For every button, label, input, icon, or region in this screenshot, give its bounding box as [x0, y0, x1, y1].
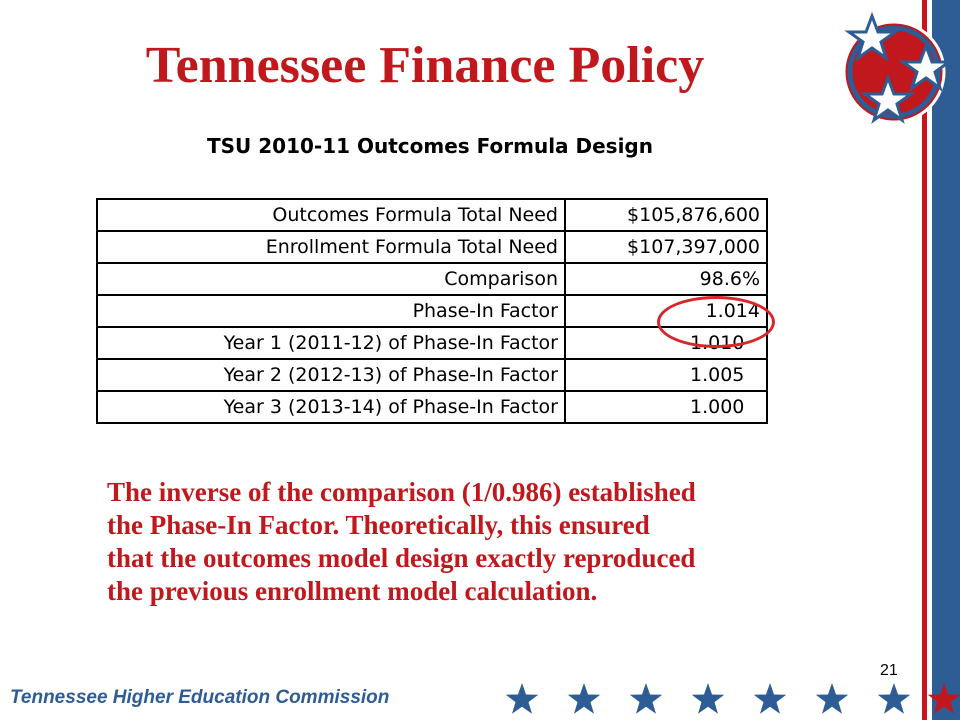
row-label: Comparison [97, 263, 565, 295]
explanation-line: that the outcomes model design exactly reproduced [107, 543, 696, 573]
table-row [97, 263, 767, 295]
row-label: Year 1 (2011-12) of Phase-In Factor [97, 327, 565, 359]
row-value: $105,876,600 [565, 199, 767, 231]
footer-commission-name: Tennessee Higher Education Commission [10, 687, 390, 708]
explanation-line: the previous enrollment model calculation. [107, 576, 598, 606]
row-value: $107,397,000 [565, 231, 767, 263]
highlight-circle [657, 296, 775, 348]
row-label: Year 3 (2013-14) of Phase-In Factor [97, 391, 565, 423]
table-row [97, 391, 767, 423]
footer-star-row [500, 680, 960, 720]
star-icon [928, 683, 960, 714]
row-label: Year 2 (2012-13) of Phase-In Factor [97, 359, 565, 391]
table-title: TSU 2010-11 Outcomes Formula Design [206, 134, 653, 158]
star-icon [754, 683, 786, 714]
row-value: 1.010 [565, 327, 767, 359]
row-value: 98.6% [565, 263, 767, 295]
row-label: Enrollment Formula Total Need [97, 231, 565, 263]
row-label: Outcomes Formula Total Need [97, 199, 565, 231]
tristar-seal-icon [838, 10, 950, 132]
star-icon [878, 683, 910, 714]
page-number: 21 [880, 662, 898, 679]
star-icon [630, 683, 662, 714]
explanation-text [107, 476, 887, 608]
star-icon [506, 683, 538, 714]
explanation-line: the Phase-In Factor. Theoretically, this ensured [107, 510, 650, 540]
table-row [97, 359, 767, 391]
star-icon [692, 683, 724, 714]
slide-title: Tennessee Finance Policy [145, 37, 705, 94]
table-row [97, 199, 767, 231]
star-icon [568, 683, 600, 714]
explanation-line: The inverse of the comparison (1/0.986) established [107, 477, 696, 507]
row-value: 1.014 [565, 295, 767, 327]
row-value: 1.000 [565, 391, 767, 423]
table-row [97, 231, 767, 263]
row-label: Phase-In Factor [97, 295, 565, 327]
star-icon [816, 683, 848, 714]
row-value: 1.005 [565, 359, 767, 391]
